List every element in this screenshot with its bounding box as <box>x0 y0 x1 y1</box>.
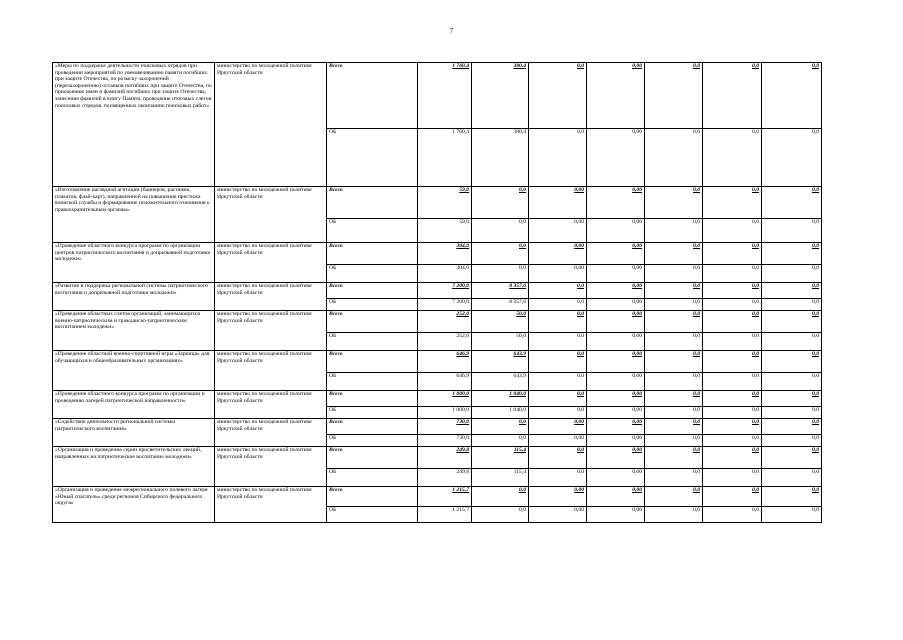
ob-value: 0,0 <box>762 469 822 487</box>
table-row <box>53 187 822 219</box>
total-value: 0,0 <box>703 419 762 435</box>
total-value: 0,0 <box>703 63 762 129</box>
table-row <box>53 311 822 333</box>
executor: министерство по молодежной политике Иркутской области <box>215 447 327 487</box>
funding-source-ob: ОБ <box>327 129 418 187</box>
ob-value: 0,00 <box>529 219 587 243</box>
executor: министерство по молодежной политике Иркутской области <box>215 487 327 523</box>
total-value: 0,0 <box>472 187 529 219</box>
funding-source-total: Всего <box>327 283 418 299</box>
ob-value: 0,0 <box>703 219 762 243</box>
ob-value: 0,0 <box>703 435 762 447</box>
ob-value: 0,0 <box>645 407 703 419</box>
ob-value: 646,9 <box>418 373 472 391</box>
funding-source-ob: ОБ <box>327 435 418 447</box>
executor: министерство по молодежной политике Иркутской области <box>215 283 327 311</box>
total-value: 0,00 <box>587 63 645 129</box>
total-value: 1 215,7 <box>418 487 472 507</box>
funding-source-ob: ОБ <box>327 507 418 523</box>
total-value: 304,0 <box>418 243 472 265</box>
activity-name: «Проведение областной военно-спортивной игры «Зарница» для обучающихся в общеобразовательных организациях» <box>53 351 215 391</box>
funding-source-total: Всего <box>327 351 418 373</box>
ob-value: 380,4 <box>472 129 529 187</box>
total-value: 0,0 <box>762 487 822 507</box>
total-value: 0,0 <box>645 351 703 373</box>
activity-name: «Проведение областного конкурса программ по организации центров патриотического воспитания и допризывной подготовки молодежи» <box>53 243 215 283</box>
funding-source-total: Всего <box>327 243 418 265</box>
table-row <box>53 487 822 507</box>
funding-source-ob: ОБ <box>327 469 418 487</box>
ob-value: 0,0 <box>703 407 762 419</box>
total-value: 0,0 <box>762 447 822 469</box>
total-value: 0,0 <box>703 243 762 265</box>
executor: министерство по молодежной политике Иркутской области <box>215 63 327 187</box>
total-value: 0,0 <box>762 311 822 333</box>
ob-value: 0,0 <box>703 333 762 351</box>
total-value: 0,0 <box>645 243 703 265</box>
table-row <box>53 243 822 265</box>
ob-value: 8 357,6 <box>472 299 529 311</box>
ob-value: 0,00 <box>529 435 587 447</box>
ob-value: 0,0 <box>472 265 529 283</box>
ob-value: 59,0 <box>418 219 472 243</box>
ob-value: 0,00 <box>587 129 645 187</box>
ob-value: 0,0 <box>529 333 587 351</box>
total-value: 0,0 <box>762 187 822 219</box>
executor: министерство по молодежной политике Иркутской области <box>215 391 327 419</box>
ob-value: 0,0 <box>645 507 703 523</box>
ob-value: 0,0 <box>703 469 762 487</box>
total-value: 0,0 <box>703 351 762 373</box>
activity-name: «Изготовление наглядной агитации (баннеров, растяжек, плакатов, флай-карт), направленной на повышение престижа воинской службы и формирование положительного отношения к правоохранительным органам» <box>53 187 215 243</box>
ob-value: 0,0 <box>529 407 587 419</box>
ob-value: 252,0 <box>418 333 472 351</box>
ob-value: 0,0 <box>529 469 587 487</box>
activity-name: «Проведение областных слетов организаций, занимающихся военно-патриотическим и гражданско-патриотическим воспитанием молодежи» <box>53 311 215 351</box>
total-value: 0,0 <box>645 283 703 299</box>
total-value: 0,0 <box>703 283 762 299</box>
ob-value: 0,00 <box>587 407 645 419</box>
funding-source-ob: ОБ <box>327 299 418 311</box>
ob-value: 0,00 <box>529 265 587 283</box>
total-value: 0,0 <box>703 391 762 407</box>
ob-value: 730,0 <box>418 435 472 447</box>
total-value: 0,0 <box>529 391 587 407</box>
table-row <box>53 391 822 407</box>
ob-value: 0,0 <box>703 265 762 283</box>
total-value: 0,0 <box>529 63 587 129</box>
total-value: 1 000,0 <box>418 391 472 407</box>
ob-value: 0,0 <box>762 333 822 351</box>
ob-value: 0,0 <box>762 435 822 447</box>
activity-name: «Организация и проведение серии просветительских лекций, направленных на патриотическое воспитание молодежи» <box>53 447 215 487</box>
activity-name: «Проведение областного конкурса программ по организации и проведению лагерей патриотической направленности» <box>53 391 215 419</box>
total-value: 59,0 <box>418 187 472 219</box>
funding-source-ob: ОБ <box>327 265 418 283</box>
table-row <box>53 447 822 469</box>
total-value: 0,00 <box>587 419 645 435</box>
funding-source-total: Всего <box>327 391 418 407</box>
total-value: 1 760,4 <box>418 63 472 129</box>
total-value: 1 040,0 <box>472 391 529 407</box>
funding-source-total: Всего <box>327 311 418 333</box>
activity-name: «Организация и проведение межрегионального полевого лагеря «Юный спасатель» среди регионов Сибирского федерального округа» <box>53 487 215 523</box>
total-value: 0,00 <box>587 243 645 265</box>
total-value: 0,0 <box>762 351 822 373</box>
ob-value: 0,0 <box>645 469 703 487</box>
ob-value: 249,8 <box>418 469 472 487</box>
ob-value: 304,0 <box>418 265 472 283</box>
total-value: 0,0 <box>529 351 587 373</box>
total-value: 0,0 <box>762 243 822 265</box>
total-value: 0,0 <box>645 487 703 507</box>
ob-value: 0,0 <box>645 333 703 351</box>
ob-value: 0,0 <box>762 129 822 187</box>
ob-value: 0,0 <box>762 299 822 311</box>
ob-value: 7 200,0 <box>418 299 472 311</box>
total-value: 0,0 <box>529 311 587 333</box>
total-value: 252,0 <box>418 311 472 333</box>
total-value: 643,9 <box>472 351 529 373</box>
activity-name: «Меры по поддержке деятельности поисковых отрядов при проведении мероприятий по увековечиванию памяти погибших при защите Отечества, по розыску захоронений (перезахоронению) останков погибших при защите Отечества, по присвоению имен и фамилий погибших при защите Отечества, занесение фамилий в книгу Памяти, проведение итоговых слетов поисковых отрядов, посвященных окончанию поисковых работ» <box>53 63 215 187</box>
total-value: 380,4 <box>472 63 529 129</box>
ob-value: 0,0 <box>762 265 822 283</box>
total-value: 0,0 <box>762 419 822 435</box>
total-value: 0,0 <box>703 311 762 333</box>
ob-value: 0,00 <box>587 265 645 283</box>
ob-value: 50,0 <box>472 333 529 351</box>
total-value: 0,00 <box>529 419 587 435</box>
ob-value: 0,0 <box>703 129 762 187</box>
executor: министерство по молодежной политике Иркутской области <box>215 243 327 283</box>
ob-value: 0,0 <box>762 373 822 391</box>
total-value: 249,8 <box>418 447 472 469</box>
total-value: 0,00 <box>587 391 645 407</box>
total-value: 0,00 <box>587 283 645 299</box>
ob-value: 0,0 <box>529 129 587 187</box>
ob-value: 0,00 <box>587 469 645 487</box>
total-value: 0,0 <box>529 283 587 299</box>
ob-value: 0,0 <box>645 219 703 243</box>
ob-value: 0,0 <box>703 507 762 523</box>
ob-value: 0,0 <box>703 299 762 311</box>
ob-value: 0,0 <box>703 373 762 391</box>
ob-value: 0,00 <box>529 507 587 523</box>
ob-value: 0,0 <box>645 265 703 283</box>
ob-value: 0,0 <box>762 407 822 419</box>
ob-value: 0,0 <box>645 373 703 391</box>
total-value: 0,00 <box>587 351 645 373</box>
executor: министерство по молодежной политике Иркутской области <box>215 351 327 391</box>
total-value: 0,0 <box>762 283 822 299</box>
funding-source-total: Всего <box>327 487 418 507</box>
total-value: 0,0 <box>645 447 703 469</box>
ob-value: 0,00 <box>587 435 645 447</box>
total-value: 7 200,0 <box>418 283 472 299</box>
funding-source-total: Всего <box>327 447 418 469</box>
total-value: 0,0 <box>645 391 703 407</box>
total-value: 646,9 <box>418 351 472 373</box>
total-value: 0,0 <box>645 311 703 333</box>
ob-value: 1 760,4 <box>418 129 472 187</box>
total-value: 730,0 <box>418 419 472 435</box>
activity-name: «Развитие и поддержка региональной системы патриотического воспитания и допризывной подготовки молодежи» <box>53 283 215 311</box>
total-value: 0,0 <box>703 487 762 507</box>
total-value: 0,0 <box>703 447 762 469</box>
ob-value: 1 040,0 <box>472 407 529 419</box>
funding-source-total: Всего <box>327 187 418 219</box>
budget-table <box>52 62 822 523</box>
table-row <box>53 419 822 435</box>
ob-value: 0,0 <box>645 299 703 311</box>
ob-value: 0,0 <box>645 435 703 447</box>
total-value: 0,0 <box>472 419 529 435</box>
executor: министерство по молодежной политике Иркутской области <box>215 187 327 243</box>
total-value: 0,00 <box>587 447 645 469</box>
ob-value: 0,00 <box>587 373 645 391</box>
ob-value: 0,0 <box>645 129 703 187</box>
ob-value: 0,0 <box>529 299 587 311</box>
ob-value: 0,00 <box>587 333 645 351</box>
total-value: 0,0 <box>645 419 703 435</box>
ob-value: 0,0 <box>762 507 822 523</box>
funding-source-ob: ОБ <box>327 407 418 419</box>
funding-source-ob: ОБ <box>327 219 418 243</box>
total-value: 8 357,6 <box>472 283 529 299</box>
activity-name: «Содействие деятельности региональной системы патриотического воспитания» <box>53 419 215 447</box>
ob-value: 0,0 <box>472 435 529 447</box>
total-value: 0,0 <box>762 391 822 407</box>
executor: министерство по молодежной политике Иркутской области <box>215 419 327 447</box>
total-value: 0,0 <box>762 63 822 129</box>
funding-source-ob: ОБ <box>327 373 418 391</box>
table-row <box>53 351 822 373</box>
total-value: 0,00 <box>529 243 587 265</box>
page-number: 7 <box>449 27 454 35</box>
total-value: 0,0 <box>472 487 529 507</box>
table-row <box>53 63 822 129</box>
funding-source-total: Всего <box>327 63 418 129</box>
table-body <box>53 63 822 523</box>
ob-value: 0,00 <box>587 507 645 523</box>
total-value: 0,0 <box>703 187 762 219</box>
executor: министерство по молодежной политике Иркутской области <box>215 311 327 351</box>
total-value: 0,0 <box>529 447 587 469</box>
total-value: 0,00 <box>587 487 645 507</box>
total-value: 0,0 <box>472 243 529 265</box>
ob-value: 0,0 <box>529 373 587 391</box>
ob-value: 1 000,0 <box>418 407 472 419</box>
total-value: 0,00 <box>529 487 587 507</box>
ob-value: 0,00 <box>587 219 645 243</box>
ob-value: 1 215,7 <box>418 507 472 523</box>
total-value: 0,00 <box>529 187 587 219</box>
total-value: 0,00 <box>587 187 645 219</box>
ob-value: 0,00 <box>587 299 645 311</box>
table-row <box>53 283 822 299</box>
ob-value: 0,0 <box>472 219 529 243</box>
total-value: 115,4 <box>472 447 529 469</box>
ob-value: 115,4 <box>472 469 529 487</box>
ob-value: 643,9 <box>472 373 529 391</box>
funding-source-total: Всего <box>327 419 418 435</box>
total-value: 0,0 <box>645 187 703 219</box>
total-value: 0,00 <box>587 311 645 333</box>
funding-source-ob: ОБ <box>327 333 418 351</box>
ob-value: 0,0 <box>762 219 822 243</box>
total-value: 50,0 <box>472 311 529 333</box>
ob-value: 0,0 <box>472 507 529 523</box>
total-value: 0,0 <box>645 63 703 129</box>
